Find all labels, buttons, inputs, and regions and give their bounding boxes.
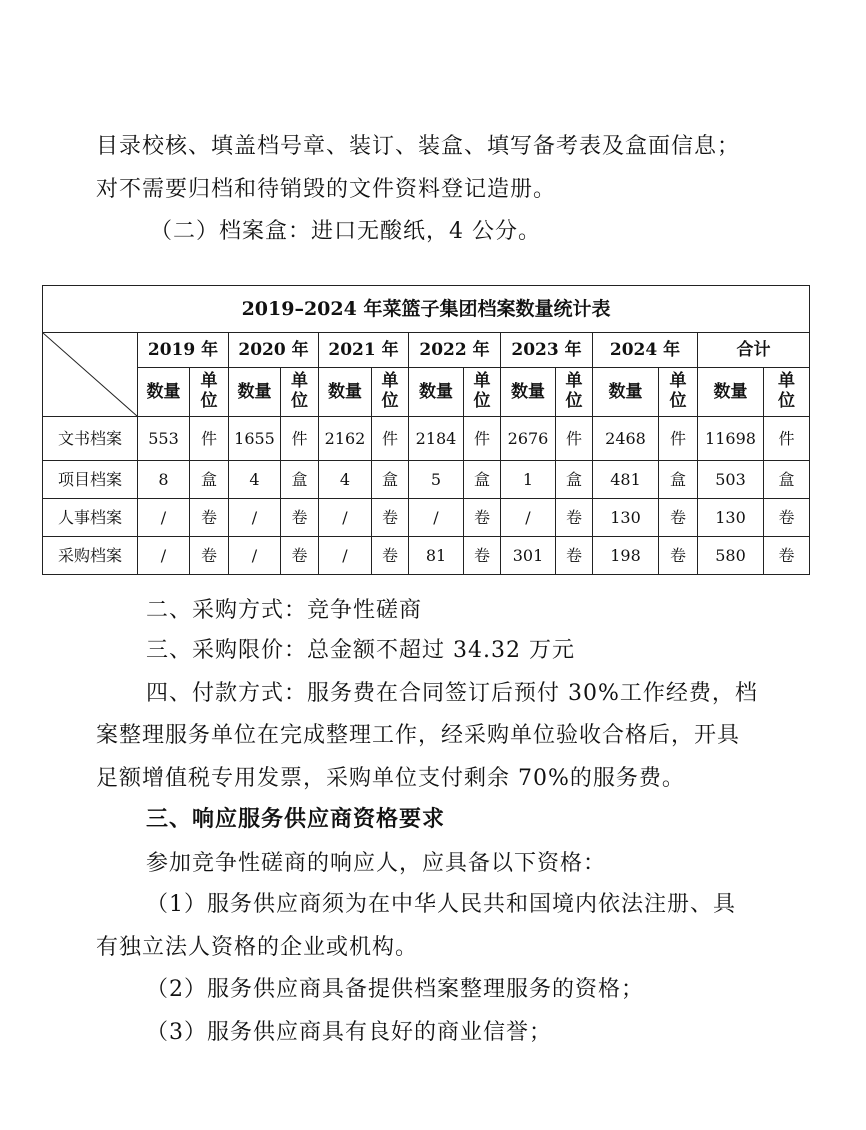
table-cell: 件	[190, 417, 229, 461]
table-cell: 卷	[464, 537, 501, 575]
table-cell: 件	[372, 417, 409, 461]
table-cell: /	[409, 499, 464, 537]
table-cell: 盒	[372, 461, 409, 499]
qualification-1-line1: （1）服务供应商须为在中华人民共和国境内依法注册、具	[146, 892, 736, 917]
table-cell: 1	[501, 461, 556, 499]
table-cell: /	[138, 499, 190, 537]
section-price-limit: 三、采购限价：总金额不超过 34.32 万元	[146, 638, 575, 663]
table-cell: 2184	[409, 417, 464, 461]
table-cell: 198	[593, 537, 659, 575]
paragraph-line: 目录校核、填盖档号章、装订、装盒、填写备考表及盒面信息；	[96, 134, 741, 159]
table-cell: 301	[501, 537, 556, 575]
table-cell: 2676	[501, 417, 556, 461]
table-cell: 5	[409, 461, 464, 499]
section-heading: 三、响应服务供应商资格要求	[146, 807, 446, 832]
section-procurement-method: 二、采购方式：竞争性磋商	[146, 598, 423, 623]
table-cell: 8	[138, 461, 190, 499]
unit-header: 单 位	[764, 368, 810, 417]
table-cell: /	[138, 537, 190, 575]
section-payment-line3: 足额增值税专用发票，采购单位支付剩余 70%的服务费。	[96, 766, 685, 791]
unit-header: 单 位	[556, 368, 593, 417]
table-cell: 卷	[464, 499, 501, 537]
unit-header: 单 位	[372, 368, 409, 417]
year-header: 2019 年	[138, 333, 229, 368]
table-cell: 580	[698, 537, 764, 575]
table-cell: 4	[319, 461, 372, 499]
table-cell: 卷	[281, 499, 319, 537]
section-payment-line1: 四、付款方式：服务费在合同签订后预付 30%工作经费，档	[146, 681, 758, 706]
unit-header: 单 位	[281, 368, 319, 417]
table-cell: 卷	[764, 537, 810, 575]
year-header: 2024 年	[593, 333, 698, 368]
qualification-intro: 参加竞争性磋商的响应人，应具备以下资格：	[146, 851, 607, 876]
table-cell: 503	[698, 461, 764, 499]
qty-header: 数量	[501, 368, 556, 417]
total-header: 合计	[698, 333, 810, 368]
qualification-3: （3）服务供应商具有良好的商业信誉；	[146, 1020, 552, 1045]
table-cell: 件	[556, 417, 593, 461]
table-cell: 卷	[556, 499, 593, 537]
table-cell: 件	[464, 417, 501, 461]
table-cell: 件	[281, 417, 319, 461]
table-cell: 553	[138, 417, 190, 461]
row-label: 人事档案	[43, 499, 138, 537]
table-cell: 卷	[190, 499, 229, 537]
table-cell: 卷	[659, 499, 698, 537]
table-cell: 2468	[593, 417, 659, 461]
table-cell: /	[501, 499, 556, 537]
table-cell: /	[229, 499, 281, 537]
paragraph-line: （二）档案盒：进口无酸纸，4 公分。	[150, 219, 541, 244]
diagonal-header-cell	[43, 333, 138, 417]
table-cell: 盒	[281, 461, 319, 499]
table-cell: 4	[229, 461, 281, 499]
table-cell: 481	[593, 461, 659, 499]
table-title: 2019–2024 年菜篮子集团档案数量统计表	[43, 286, 810, 333]
qualification-2: （2）服务供应商具备提供档案整理服务的资格；	[146, 977, 644, 1002]
unit-header: 单 位	[190, 368, 229, 417]
year-header: 2020 年	[229, 333, 319, 368]
table-cell: 2162	[319, 417, 372, 461]
table-cell: 卷	[659, 537, 698, 575]
unit-header: 单 位	[464, 368, 501, 417]
row-label: 采购档案	[43, 537, 138, 575]
table-cell: 卷	[372, 537, 409, 575]
table-cell: 盒	[764, 461, 810, 499]
table-row	[43, 461, 810, 499]
paragraph-line: 对不需要归档和待销毁的文件资料登记造册。	[96, 177, 557, 202]
qty-header: 数量	[698, 368, 764, 417]
table-cell: 卷	[764, 499, 810, 537]
table-row	[43, 499, 810, 537]
table-cell: 130	[593, 499, 659, 537]
table-cell: 130	[698, 499, 764, 537]
qty-header: 数量	[229, 368, 281, 417]
table-cell: 81	[409, 537, 464, 575]
qty-header: 数量	[409, 368, 464, 417]
table-cell: /	[319, 537, 372, 575]
table-cell: 盒	[556, 461, 593, 499]
table-row	[43, 417, 810, 461]
qualification-1-line2: 有独立法人资格的企业或机构。	[96, 935, 419, 960]
qty-header: 数量	[319, 368, 372, 417]
table-cell: 件	[659, 417, 698, 461]
table-cell: 件	[764, 417, 810, 461]
archive-stats-table	[42, 285, 810, 575]
table-cell: 11698	[698, 417, 764, 461]
table-cell: 卷	[190, 537, 229, 575]
table-cell: 1655	[229, 417, 281, 461]
table-cell: /	[229, 537, 281, 575]
table-cell: 卷	[281, 537, 319, 575]
table-cell: 盒	[659, 461, 698, 499]
table-cell: /	[319, 499, 372, 537]
section-payment-line2: 案整理服务单位在完成整理工作，经采购单位验收合格后，开具	[96, 723, 741, 748]
qty-header: 数量	[593, 368, 659, 417]
row-label: 文书档案	[43, 417, 138, 461]
unit-header: 单 位	[659, 368, 698, 417]
table-row	[43, 537, 810, 575]
table-cell: 盒	[190, 461, 229, 499]
year-header: 2021 年	[319, 333, 409, 368]
year-header: 2022 年	[409, 333, 501, 368]
table-cell: 卷	[556, 537, 593, 575]
row-label: 项目档案	[43, 461, 138, 499]
qty-header: 数量	[138, 368, 190, 417]
year-header: 2023 年	[501, 333, 593, 368]
table-cell: 卷	[372, 499, 409, 537]
table-cell: 盒	[464, 461, 501, 499]
